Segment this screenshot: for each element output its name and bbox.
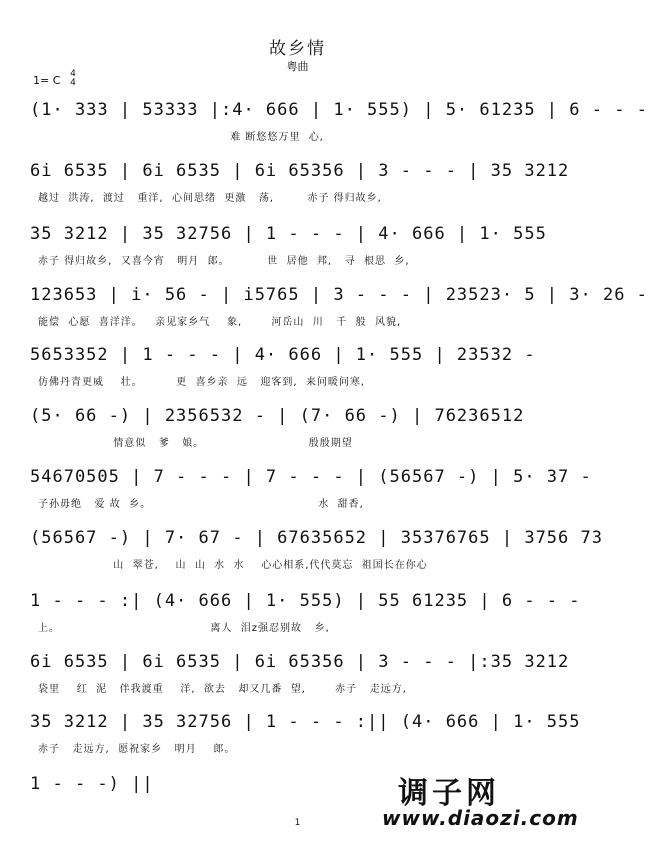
stave-line-1	[30, 100, 648, 152]
lyrics-line: 难 断悠悠万里 心,	[38, 132, 324, 143]
notation-line: (1· 333 | 53333 |:4· 666 | 1· 555) | 5· 61235 | 6 - - -	[30, 100, 648, 120]
key-signature: 1= C	[33, 74, 61, 87]
notation-line: (5· 66 -) | 2356532 - | (7· 66 -) | 76236512	[30, 406, 525, 426]
lyrics-line: 仿佛丹青更威 壮。 更 喜乡亲 远 迎客到, 来问暖问寒,	[38, 377, 366, 388]
lyrics-line: 情意似 爹 娘。 殷殷期望	[38, 438, 353, 449]
notation-line: 6i 6535 | 6i 6535 | 6i 65356 | 3 - - - |:35 3212	[30, 652, 570, 672]
song-title: 故乡情	[269, 39, 326, 59]
stave-line-6	[30, 406, 560, 458]
notation-line: 35 3212 | 35 32756 | 1 - - - :|| (4· 666 | 1· 555	[30, 712, 581, 732]
time-signature	[67, 70, 79, 88]
lyrics-line: 袋里 红 泥 伴我渡重 洋, 欲去 却又几番 望, 赤子 走远方,	[38, 684, 407, 695]
lyrics-line: 赤子 走远方, 愿祝家乡 明月 郎。	[38, 744, 236, 755]
stave-line-2	[30, 161, 570, 213]
notation-line: 6i 6535 | 6i 6535 | 6i 65356 | 3 - - - | 35 3212	[30, 161, 570, 181]
lyrics-line: 赤子 得归故乡, 又喜今宵 明月 郎。 世 居他 邦, 寻 根思 乡,	[38, 256, 410, 267]
notation-line: 5653352 | 1 - - - | 4· 666 | 1· 555 | 23532 -	[30, 345, 536, 365]
notation-line: 123653 | i· 56 - | i5765 | 3 - - - | 23523· 5 | 3· 26 -	[30, 285, 648, 305]
song-genre: 粤曲	[286, 60, 309, 73]
watermark-site: www.diaozi.com	[382, 806, 579, 830]
stave-line-3	[30, 224, 560, 276]
stave-line-4	[30, 285, 648, 337]
stave-line-10	[30, 652, 570, 704]
stave-line-5	[30, 345, 560, 397]
lyrics-line: 越过 洪涛, 渡过 重洋, 心间思绪 更激 荡, 赤子 得归故乡,	[38, 193, 382, 204]
lyrics-line: 子孙毋绝 爱 故 乡。 水 甜香,	[38, 499, 364, 510]
lyrics-line: 能偿 心愿 喜洋洋。 亲见家乡气 象, 河岳山 川 千 般 风貌,	[38, 317, 402, 328]
lyrics-line: 山 翠苍, 山 山 水 水 心心相系,代代莫忘 祖国长在你心	[38, 560, 428, 571]
notation-line: 1 - - - :| (4· 666 | 1· 555) | 55 61235 | 6 - - -	[30, 591, 581, 611]
watermark-logo: 调子网	[398, 776, 500, 811]
notation-line: 1 - - -) ||	[30, 774, 154, 794]
time-signature-bottom: 4	[70, 78, 76, 88]
page-number: 1	[294, 818, 301, 828]
lyrics-line: 上。 离人 泪z强忍别故 乡,	[38, 623, 330, 634]
time-signature-top: 4	[70, 69, 76, 79]
notation-line: (56567 -) | 7· 67 - | 67635652 | 35376765 | 3756 73	[30, 528, 603, 548]
stave-line-7	[30, 467, 592, 519]
notation-line: 35 3212 | 35 32756 | 1 - - - | 4· 666 | 1· 555	[30, 224, 547, 244]
stave-line-9	[30, 591, 581, 643]
notation-line: 54670505 | 7 - - - | 7 - - - | (56567 -) | 5· 37 -	[30, 467, 592, 487]
stave-line-8	[30, 528, 603, 580]
stave-line-11	[30, 712, 581, 764]
